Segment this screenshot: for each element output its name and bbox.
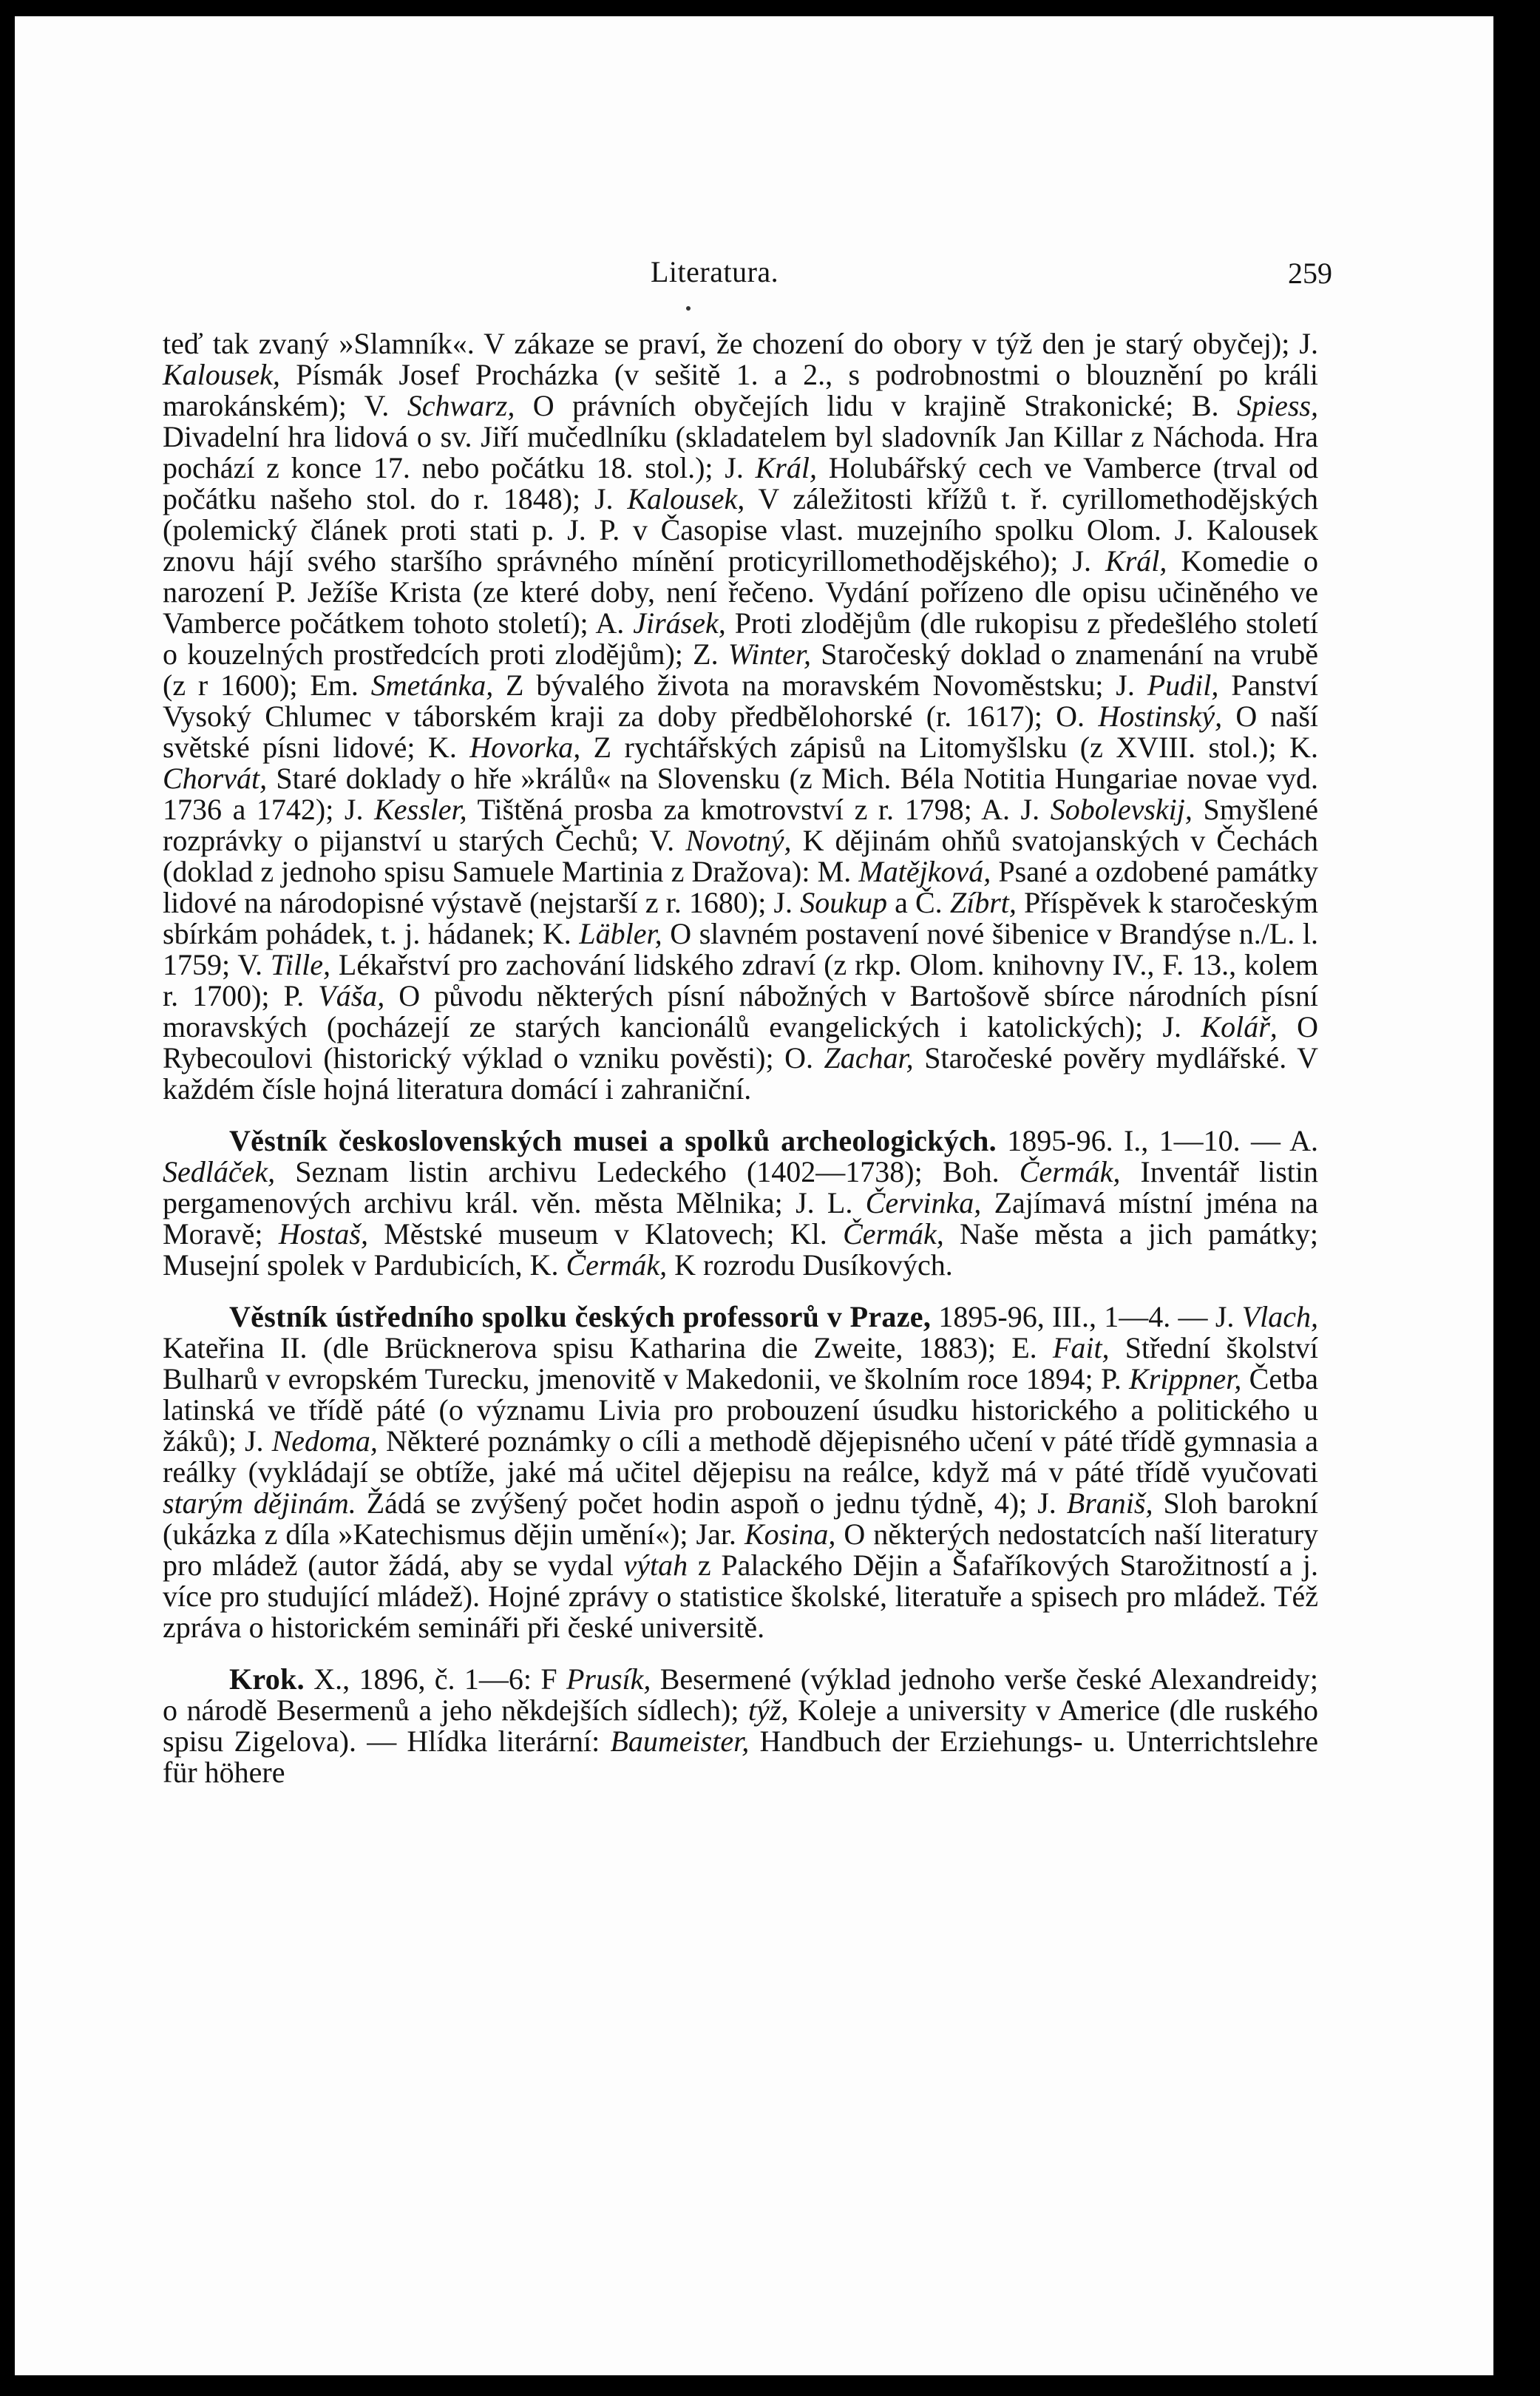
author-name: Chorvát,	[163, 762, 268, 795]
running-title: Literatura.	[651, 255, 779, 288]
author-name: Tille,	[270, 948, 331, 981]
text-run: K rozrodu Dusíkových.	[667, 1248, 953, 1282]
text-run: O právních obyčejích lidu v krajině Strakonické; B.	[515, 389, 1237, 422]
author-name: Kalousek,	[163, 358, 280, 391]
text-run: Střední školství Bulharů v evropském Turecku, jmenovitě v Makedonii, ve školním roce 1894; P.	[163, 1331, 1318, 1395]
text-run: Příspěvek k staročeským sbírkám pohádek, t. j. hádanek; K.	[163, 886, 1318, 950]
page-header	[15, 254, 1493, 291]
author-name: Čermák,	[1019, 1155, 1121, 1188]
author-name: Soukup	[800, 886, 887, 919]
author-name: Hostaš,	[278, 1217, 368, 1251]
text-run: Městské museum v Klatovech; Kl.	[367, 1217, 844, 1251]
text-run: Besermené (výklad jednoho verše české Alexandreidy; o národě Besermenů a jeho někdejších sídlech);	[163, 1662, 1318, 1727]
text-run: O naší světské písni lidové; K.	[163, 700, 1318, 764]
author-name: Pudil,	[1147, 669, 1219, 702]
text-run: O původu některých písní nábožných v Bartošově sbírce národních písní moravských (pocházejí ze starých kancionálů evangelických i katolických); J.	[163, 979, 1318, 1043]
text-run: Tištěná prosba za kmotrovství z r. 1798; A. J.	[467, 793, 1051, 826]
text-run: Smyšlené rozprávky o pijanství u starých Čechů; V.	[163, 793, 1318, 857]
author-name: Hovorka,	[469, 731, 581, 764]
author-name: Prusík,	[566, 1662, 651, 1696]
author-name: Matějková,	[858, 855, 991, 888]
author-name: Schwarz,	[407, 389, 515, 422]
author-name: Kosina,	[744, 1517, 836, 1551]
text-run: O některých nedostatcích naší literatury pro mládež (autor žádá, aby se vydal	[163, 1517, 1319, 1582]
author-name: Čermák,	[843, 1217, 944, 1251]
text-run: Inventář listin pergamenových archivu král. věn. města Mělnika; J. L.	[163, 1155, 1318, 1219]
text-run: Sloh barokní (ukázka z díla »Katechismus dějin umění«); Jar.	[163, 1486, 1318, 1551]
author-name: Kessler,	[374, 793, 467, 826]
page-number: 259	[1288, 257, 1332, 290]
paragraph-4	[163, 1664, 1318, 1788]
author-name: Nedoma,	[271, 1424, 378, 1458]
body-text	[163, 328, 1318, 1788]
author-name: Král,	[755, 451, 817, 484]
text-run: Lékařství pro zachování lidského zdraví (z rkp. Olom. knihovny IV., F. 13., kolem r. 1700); P.	[163, 948, 1319, 1012]
text-run: Holubářský cech ve Vamberce (trval od počátku našeho stol. do r. 1848); J.	[163, 451, 1318, 515]
author-name: Kalousek,	[627, 482, 745, 515]
author-name: Smetánka,	[370, 669, 494, 702]
author-name: Braniš,	[1066, 1486, 1153, 1520]
text-run: Divadelní hra lidová o sv. Jiří mučedlníku (skladatelem byl sladovník Jan Killar z Náchoda. Hra pochází z konce 17. nebo počátku 18. stol.); J.	[163, 420, 1318, 484]
author-name: výtah	[623, 1549, 688, 1582]
author-name: týž,	[748, 1693, 789, 1727]
author-name: Hostinský,	[1098, 700, 1223, 733]
author-name: starým dějinám.	[163, 1486, 356, 1520]
text-run: Staročeský doklad o znamenání na vrubě (z r 1600); Em.	[163, 637, 1318, 702]
text-run: Naše města a jich památky; Musejní spolek v Pardubicích, K.	[163, 1217, 1319, 1282]
text-run: Zajímavá místní jména na Moravě;	[163, 1186, 1319, 1251]
text-run: Psané a ozdobené památky lidové na národopisné výstavě (nejstarší z r. 1680); J.	[163, 855, 1318, 919]
text-run: Z bývalého života na moravském Novoměstsku; J.	[493, 669, 1147, 702]
text-run: 1895-96. I., 1—10. — A.	[996, 1124, 1318, 1157]
author-name: Jirásek,	[633, 606, 726, 640]
text-run: Panství Vysoký Chlumec v táborském kraji za doby předbělohorské (r. 1617); O.	[163, 669, 1319, 733]
author-name: Král,	[1105, 544, 1167, 578]
text-run: Komedie o narození P. Ježíše Krista (ze které doby, není řečeno. Vydání pořízeno dle opisu učiněného ve Vamberce počátkem tohoto století); A.	[163, 544, 1318, 640]
author-name: Sobolevskij,	[1050, 793, 1193, 826]
journal-title: Věstník ústředního spolku českých professorů v Praze,	[229, 1300, 932, 1333]
paragraph-1	[163, 328, 1318, 1105]
text-run: Staročeské pověry mydlářské. V každém čísle hojná literatura domácí i zahraniční.	[163, 1041, 1318, 1106]
author-name: Winter,	[727, 637, 812, 671]
text-run: teď tak zvaný »Slamník«. V zákaze se praví, že chození do obory v týž den je starý obyčej); J.	[163, 327, 1318, 360]
author-name: Kolář,	[1201, 1010, 1278, 1043]
scanned-page	[15, 16, 1493, 2375]
text-run: Kateřina II. (dle Brücknerova spisu Katharina die Zweite, 1883); E.	[163, 1331, 1053, 1364]
author-name: Krippner,	[1129, 1362, 1242, 1395]
text-run: Z rychtářských zápisů na Litomyšlsku (z XVIII. stol.); K.	[580, 731, 1318, 764]
author-name: Läbler,	[579, 917, 662, 950]
text-run: V záležitosti křížů t. ř. cyrillomethodějských (polemický článek proti stati p. J. P. v Časopise vlast. muzejního spolku Olom. J. Kalousek znovu hájí svého staršího správného mínění proticyrillomethodějského); J.	[163, 482, 1318, 578]
text-run: Handbuch der Erziehungs- u. Unterrichtslehre für höhere	[163, 1725, 1318, 1789]
ink-dot	[686, 306, 691, 311]
text-run: Písmák Josef Procházka (v sešitě 1. a 2., s podrobnostmi o blouznění po králi marokánském); V.	[163, 358, 1318, 422]
journal-title: Věstník československých musei a spolků archeologických.	[229, 1124, 997, 1157]
text-run: a Č.	[886, 886, 950, 919]
author-name: Fait,	[1052, 1331, 1110, 1364]
author-name: Vlach,	[1241, 1300, 1318, 1333]
author-name: Sedláček,	[163, 1155, 276, 1188]
author-name: Spiess,	[1237, 389, 1318, 422]
author-name: Zíbrt,	[949, 886, 1017, 919]
author-name: Novotný,	[685, 824, 792, 857]
author-name: Čermák,	[566, 1248, 668, 1282]
text-run: Proti zlodějům (dle rukopisu z předešlého století o kouzelných prostředcích proti zlodějům); Z.	[163, 606, 1318, 671]
author-name: Baumeister,	[610, 1725, 750, 1758]
paragraph-2	[163, 1126, 1318, 1281]
text-run: 1895-96, III., 1—4. — J.	[931, 1300, 1242, 1333]
text-run: Četba latinská ve třídě páté (o významu Livia pro probouzení úsudku historického a politického u žáků); J.	[163, 1362, 1318, 1458]
text-run: Seznam listin archivu Ledeckého (1402—1738); Boh.	[275, 1155, 1020, 1188]
author-name: Zachar,	[824, 1041, 914, 1075]
author-name: Červinka,	[865, 1186, 982, 1219]
text-run: z Palackého Dějin a Šafaříkových Starožitností a j. více pro studující mládež). Hojné zprávy o statistice školské, literatuře a spisech pro mládež. Též zpráva o historickém semináři při české universitě.	[163, 1549, 1318, 1644]
journal-title: Krok.	[229, 1662, 305, 1696]
text-run: O slavném postavení nové šibenice v Brandýse n./L. l. 1759; V.	[163, 917, 1318, 981]
paragraph-3	[163, 1302, 1318, 1643]
text-run: Některé poznámky o cíli a methodě dějepisného učení v páté třídě gymnasia a reálky (vykládají se obtíže, jaké má učitel dějepisu na reálce, když má v páté třídě vyučovati	[163, 1424, 1318, 1489]
text-run: X., 1896, č. 1—6: F	[304, 1662, 566, 1696]
author-name: Váša,	[318, 979, 385, 1012]
text-run: Koleje a university v Americe (dle ruského spisu Zigelova). — Hlídka literární:	[163, 1693, 1318, 1758]
text-run: K dějinám ohňů svatojanských v Čechách (doklad z jednoho spisu Samuele Martinia z Dražova): M.	[163, 824, 1318, 888]
text-run: Staré doklady o hře »králů« na Slovensku (z Mich. Béla Notitia Hungariae novae vyd. 1736 a 1742); J.	[163, 762, 1318, 826]
text-run: Žádá se zvýšený počet hodin aspoň o jednu týdně, 4); J.	[356, 1486, 1067, 1520]
text-run: O Rybecoulovi (historický výklad o vzniku pověsti); O.	[163, 1010, 1318, 1075]
